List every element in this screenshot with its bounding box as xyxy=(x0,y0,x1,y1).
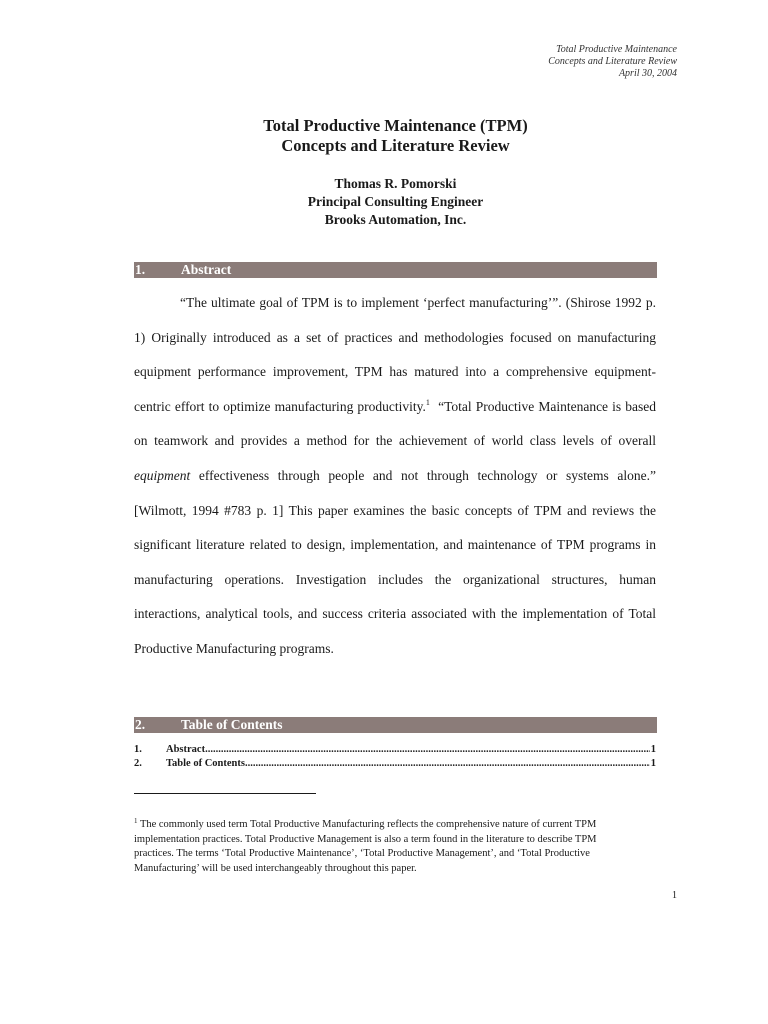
section-heading-table-of-contents xyxy=(134,717,657,733)
author-name: Thomas R. Pomorski xyxy=(334,176,457,191)
abstract-text-part-1: “The ultimate goal of TPM is to implement ‘perfect manufacturing’”. (Shirose 1992 p. 1) Originally introduced as a set of practices and methodologies focused on manufacturing equipment performance improvement, TPM has matured into a comprehensive equipment-centric effort to optimize manufacturing productivity. xyxy=(134,295,656,414)
toc-entry-number: 2. xyxy=(134,758,142,769)
toc-entry-table-of-contents[interactable] xyxy=(134,757,656,771)
toc-leader-dots xyxy=(245,757,650,771)
title-line-2: Concepts and Literature Review xyxy=(281,136,510,155)
author-block xyxy=(0,175,768,229)
footnote-reference[interactable]: 1 xyxy=(425,397,430,407)
title-line-1: Total Productive Maintenance (TPM) xyxy=(263,116,528,135)
abstract-emphasis: equipment xyxy=(134,467,191,483)
toc-entry-abstract[interactable] xyxy=(134,743,656,757)
footnote-marker: 1 xyxy=(134,817,138,825)
page-number: 1 xyxy=(672,890,677,901)
toc-leader-dots xyxy=(205,743,650,757)
section-heading-abstract xyxy=(134,262,657,278)
section-number: 1. xyxy=(135,262,146,277)
abstract-text-part-2: “Total Productive Maintenance is based on teamwork and provides a method for the achievement of world class levels of overall xyxy=(134,398,656,449)
toc-entry-title: Abstract xyxy=(166,744,206,755)
abstract-text-part-3: effectiveness through people and not through technology or systems alone.” [Wilmott, 1994 #783 p. 1] This paper examines the basic concepts of TPM and reviews the significant literature related to design, implementation, and maintenance of TPM programs in manufacturing operations. Investigation includes the organizational structures, human interactions, analytical tools, and success criteria associated with the implementation of Total Productive Manufacturing programs. xyxy=(134,467,656,656)
section-number: 2. xyxy=(135,717,146,732)
header-doc-subtitle: Concepts and Literature Review xyxy=(548,56,677,67)
header-date: April 30, 2004 xyxy=(618,68,677,79)
section-title: Table of Contents xyxy=(181,717,283,732)
toc-entry-page: 1 xyxy=(650,758,656,769)
header-doc-title: Total Productive Maintenance xyxy=(556,44,677,55)
author-role: Principal Consulting Engineer xyxy=(307,194,484,209)
toc-entry-page: 1 xyxy=(650,744,656,755)
abstract-paragraph xyxy=(134,286,656,667)
footnote xyxy=(134,818,634,876)
footnote-separator xyxy=(134,793,316,794)
footnote-text: The commonly used term Total Productive Manufacturing reflects the comprehensive nature of current TPM implementation practices. Total Productive Management is also a term found in the literature to describe TPM practices. The terms ‘Total Productive Maintenance’, ‘Total Productive Management’, and ‘Total Productive Manufacturing’ will be used interchangeably throughout this paper. xyxy=(134,819,597,874)
section-title: Abstract xyxy=(181,262,232,277)
running-header xyxy=(357,44,677,80)
toc-entry-number: 1. xyxy=(134,744,142,755)
author-organization: Brooks Automation, Inc. xyxy=(324,212,467,227)
toc-entry-title: Table of Contents xyxy=(166,758,245,769)
document-title xyxy=(0,116,768,156)
